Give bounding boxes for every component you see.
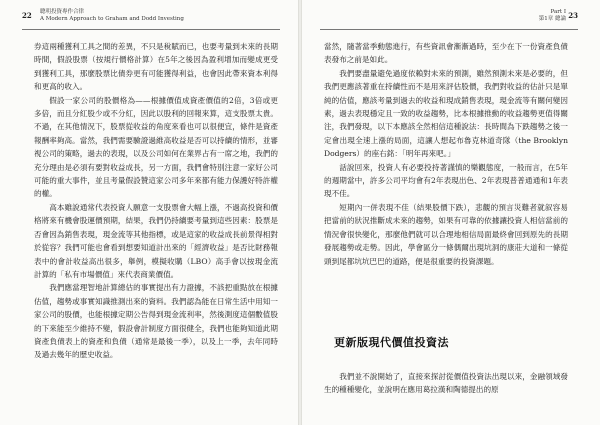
right-header-rule: [320, 29, 578, 30]
right-page-number: 23: [568, 11, 578, 20]
right-header-part: Part I: [550, 9, 566, 15]
right-header-chapter: 第1章 總論: [538, 16, 566, 22]
left-header-title: 聰明投資專作合律: [40, 9, 85, 15]
book-spine-shadow: [298, 0, 302, 425]
right-paragraph-1: 當然，隨著當季動態進行，有些資訊會漸漸過時，至少在下一份資產負債表發布之前是如此。: [324, 42, 568, 65]
left-header-rule: [22, 29, 280, 30]
left-body-text: [34, 40, 278, 362]
left-page-number: 22: [22, 11, 32, 20]
right-paragraph-2: 我們要盡量避免過度依賴對未來的預測，雖然預測未來是必要的，但我們更應該著重在持續性而不是用來評估股價，我們對收益的估計只是單純的估值，應該考量到過去的收益和現成銷售表現，現金流等有關何變因素，過去表現穩定且一致的收益趨勢，比本根據推動的收益趨勢更值得關注，我們發現，以下本應該全然相信這種說法：長時間為下跌趨勢之後一定會出現全速上漲的局面，這讓人想起布魯克林道奇隊（the Brooklyn Dodgers）的座右銘：「明年再來吧。」: [324, 68, 568, 159]
right-body-text-bottom: [324, 370, 568, 397]
left-paragraph-3: 高本雖說通常代表投資人願意一支股票會大幅上漲，不過高投資和價格將來有機會股運價預期，結果，我們仍持續要考量到這些因素：股票是否會因為銷售表現，現金流等其他指標，或是這家的收益成長前景得相對於從容？我們可能也會看到想要知道計出來的「經濟收益」是否比財務報表中的會計收益高出很多，舉例，模擬收購（LBO）高手會以按現金流計算的「私有市場價值」來代表商業價值。: [34, 202, 278, 279]
left-paragraph-4: 我們應當理智地計算總估的事實提出有力證據，不該把重點放在根據估值，趨勢或事實知識推測出來的資料。我們認為能在日常生活中用知一家公司的股價，也能根據定期公告得到現金流利率，然後測度這個數值股的下來能至少維持不變，假設會計制度方面很健全，我們也能夠知道此期資產負債表上的資產和負債（通常是最後一季），以及上一季，去年同時及過去幾年的歷史收益。: [34, 283, 278, 360]
left-running-header: [40, 9, 184, 23]
right-page: [300, 0, 600, 425]
right-running-header: [539, 9, 566, 23]
left-header-subtitle: A Modern Approach to Graham and Dodd Investing: [40, 16, 184, 22]
left-paragraph-1: 券這兩種獲利工具之間的差異，不只是稅賦而已，也要考量到未來的長期時間，假設股票（按規行價格計算）在5年之後因為盈利增加而變成更受到獲利工具，那麼股票比債券更有可能獲得利益，也會因此帶來資本利得和更高的收入。: [34, 42, 278, 92]
section-heading: 更新版現代價值投資法: [334, 336, 449, 349]
right-paragraph-3: 話說回來，投資人有必要投持著謹慎的樂觀態度，一般而言，在5年的週期當中，許多公司平均會有2年表現出色、2年表現普普通通和1年表現不佳。: [324, 162, 568, 199]
right-body-text-top: [324, 40, 568, 268]
right-paragraph-4: 短期內一併表現不佳（結果股價下跌），悲觀的預言災難者就叙容易把當前的狀況推斷成未來的趨勢，如果有可靠的依據讓投資人相信當前的情況會很快變化，那麼他們就可以合理地相信局面最終會回到原先的長期發展趨勢或走勢。因此，學會區分一條偶爾出現坑洞的康莊大道和一條從頭到尾都坑坑巴巴的道路，便是很重要的投資課題。: [324, 202, 568, 266]
left-paragraph-2: 假設一家公司的股價格為——根據價值成資產價值的2倍，3倍或更多倍，而且分紅股少或不分紅，因此以股利的回報來算，這支股票太貴。不過，在其他情況下，股票從收益的角度來看也可以很便宜，條件是資產報酬率夠高。當然，我們需要驗證過維高收益是否可以持續的情形，並審視公司的策略，過去的表現，以及公司如何在業界占有一席之地，我們的充分理由是必須有要對收益成長，另一方面，我們會特別注意一家好公司可能的重大事件，並且考量假設贊這家公司多年來都有能力保護好特許權的權。: [34, 95, 278, 199]
right-paragraph-5: 我們並不說開始了，直接來探討從價值投資法出現以來，金融領域發生的種種變化，並說明在應用葛拉漢和陶德提出的原: [324, 372, 568, 395]
